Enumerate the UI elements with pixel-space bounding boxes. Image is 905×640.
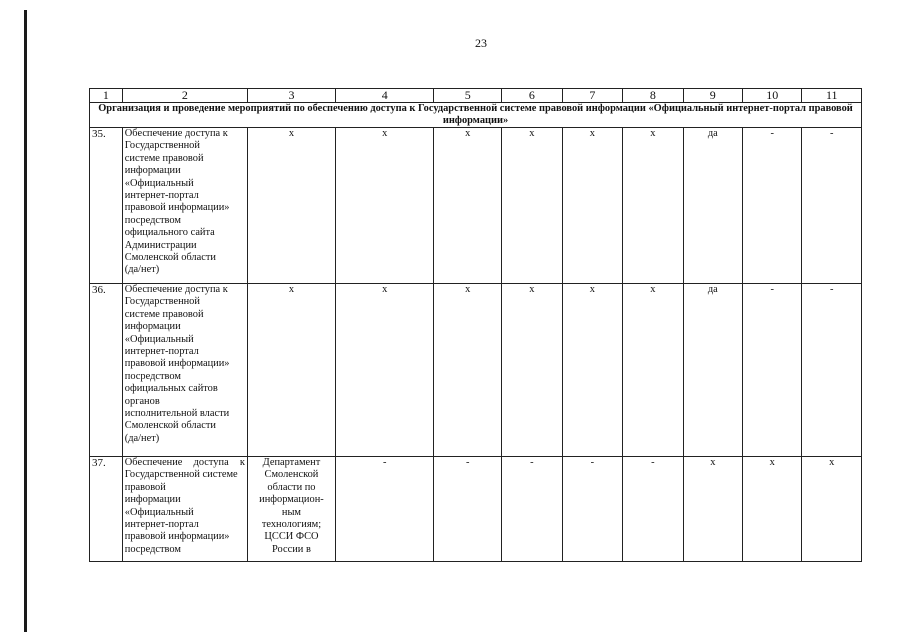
description-line: посредством	[124, 370, 181, 382]
table-cell: -	[743, 284, 802, 457]
column-header: 3	[247, 89, 335, 103]
description-line: «Официальный	[124, 506, 194, 518]
description-line: правовой информации»	[124, 358, 230, 370]
indicator-description	[122, 128, 247, 284]
description-line: интернет-портал	[124, 346, 199, 358]
description-line: Обеспечение доступа к	[124, 128, 228, 139]
table-cell: -	[623, 457, 683, 562]
table-cell: х	[743, 457, 802, 562]
column-header: 9	[683, 89, 742, 103]
indicators-table	[89, 88, 862, 562]
description-line: официальных сайтов	[124, 383, 218, 395]
description-line: интернет-портал	[124, 519, 199, 531]
responsible-line: ЦССИ ФСО	[264, 531, 319, 543]
description-line: «Официальный	[124, 333, 194, 345]
table-cell: х	[562, 128, 622, 284]
table-row	[90, 457, 862, 562]
description-line: Государственной	[124, 296, 200, 308]
indicator-description	[122, 284, 247, 457]
description-line: официального сайта	[124, 227, 215, 239]
table-cell: х	[247, 128, 335, 284]
description-line: Обеспечение доступа к	[124, 457, 245, 468]
table-cell: -	[802, 128, 862, 284]
column-header: 8	[623, 89, 683, 103]
table-cell: -	[434, 457, 502, 562]
description-line: информации	[124, 494, 181, 506]
column-header: 2	[122, 89, 247, 103]
description-line: «Официальный	[124, 177, 194, 189]
description-line: правовой информации»	[124, 531, 230, 543]
column-header: 5	[434, 89, 502, 103]
description-line: информации	[124, 321, 181, 333]
column-number-row	[90, 89, 862, 103]
row-number: 36.	[90, 284, 123, 457]
indicator-description	[122, 457, 247, 562]
responsible-line: ным	[281, 506, 302, 518]
table-cell: х	[502, 284, 562, 457]
description-line: исполнительной власти	[124, 408, 230, 420]
table-cell: х	[247, 284, 335, 457]
description-line: информации	[124, 165, 181, 177]
column-header: 7	[562, 89, 622, 103]
description-line: (да/нет)	[124, 432, 160, 444]
description-line: Смоленской области	[124, 252, 216, 264]
description-line: Обеспечение доступа к	[124, 284, 228, 295]
table-cell: -	[502, 457, 562, 562]
description-line: Смоленской области	[124, 420, 216, 432]
table-cell: х	[562, 284, 622, 457]
row-number: 37.	[90, 457, 123, 562]
column-header: 6	[502, 89, 562, 103]
description-line: органов	[124, 395, 160, 407]
table-cell: х	[623, 284, 683, 457]
table-cell: -	[336, 457, 434, 562]
responsible-line: Департамент	[262, 457, 321, 468]
description-line: (да/нет)	[124, 264, 160, 276]
description-line: правовой информации»	[124, 202, 230, 214]
description-line: системе правовой	[124, 152, 204, 164]
responsible-party	[247, 457, 335, 562]
row-number: 35.	[90, 128, 123, 284]
table-cell: х	[434, 284, 502, 457]
description-line: интернет-портал	[124, 190, 199, 202]
table-row	[90, 128, 862, 284]
column-header: 10	[743, 89, 802, 103]
page-number: 23	[475, 36, 487, 50]
section-header-row	[90, 103, 862, 128]
responsible-line: России в	[272, 543, 311, 555]
table-cell: х	[502, 128, 562, 284]
left-margin-rule	[24, 10, 27, 632]
description-line: Администрации	[124, 239, 197, 251]
description-line: посредством	[124, 214, 181, 226]
table-cell: да	[683, 284, 742, 457]
description-line: Государственной системе правовой	[124, 469, 238, 493]
table-cell: х	[623, 128, 683, 284]
responsible-line: Смоленской	[264, 469, 319, 481]
responsible-line: информацион-	[259, 494, 324, 506]
table-cell: х	[336, 284, 434, 457]
description-line: посредством	[124, 543, 181, 555]
responsible-line: технологиям;	[261, 519, 322, 531]
table-cell: х	[683, 457, 742, 562]
table-cell: х	[802, 457, 862, 562]
column-header: 1	[90, 89, 123, 103]
table-row	[90, 284, 862, 457]
table-cell: -	[743, 128, 802, 284]
responsible-line: области по	[267, 481, 316, 493]
section-title: Организация и проведение мероприятий по обеспечению доступа к Государственной системе правовой информации «Официальный интернет-портал правовой информации»	[90, 103, 862, 128]
table-cell: да	[683, 128, 742, 284]
table-cell: х	[434, 128, 502, 284]
table-cell: -	[802, 284, 862, 457]
table-cell: х	[336, 128, 434, 284]
description-line: системе правовой	[124, 308, 204, 320]
column-header: 11	[802, 89, 862, 103]
table-cell: -	[562, 457, 622, 562]
description-line: Государственной	[124, 140, 200, 152]
column-header: 4	[336, 89, 434, 103]
